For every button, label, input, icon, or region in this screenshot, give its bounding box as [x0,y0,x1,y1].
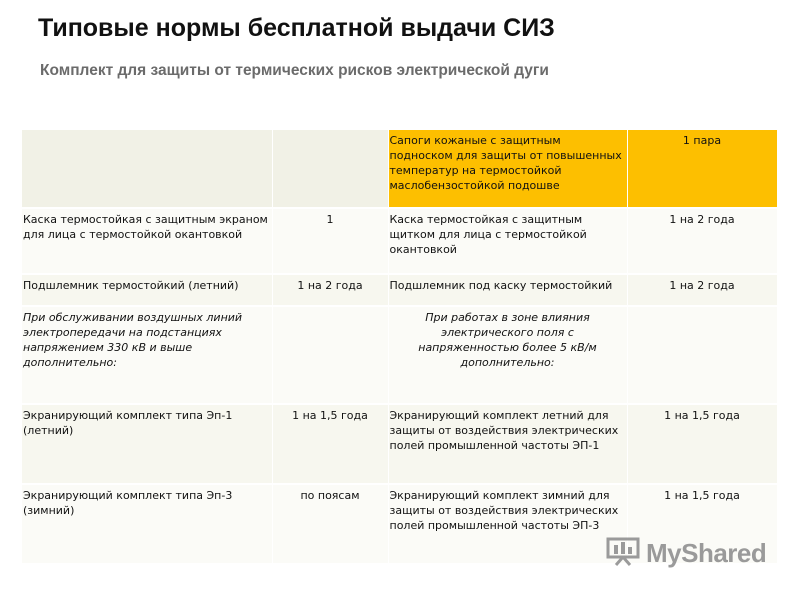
watermark-logo [606,536,766,570]
page-title: Типовые нормы бесплатной выдачи СИЗ [38,14,555,42]
table-cell-norm: 1 на 1,5 года [272,404,388,484]
table-cell-norm-new: 1 на 2 года [627,274,777,306]
table-cell-item-new: Каска термостойкая с защитным щитком для лица с термостойкой окантовкой [388,208,627,274]
norms-table [22,130,778,565]
table-cell-item-new: Экранирующий комплект зимний для защиты от воздействия электрических полей промышленной частоты ЭП-3 [388,484,627,564]
presentation-board-icon [606,536,640,570]
table-cell-norm: 1 [272,208,388,274]
table-row [22,404,777,484]
table-cell-item: Экранирующий комплект типа Эп-3 (зимний) [22,484,272,564]
table-cell-section-note: При обслуживании воздушных линий электропередачи на подстанциях напряжением 330 кВ и выше дополнительно: [22,306,272,404]
table-row [22,306,777,404]
table-cell-item [22,130,272,208]
table-row [22,130,777,208]
table-cell-item: Каска термостойкая с защитным экраном для лица с термостойкой окантовкой [22,208,272,274]
table-cell-norm [272,130,388,208]
table-cell-item-new: Сапоги кожаные с защитным подноском для защиты от повышенных температур на термостойкой маслобензостойкой подошве [388,130,627,208]
table-cell-norm-new: 1 пара [627,130,777,208]
table-cell-item-new: Подшлемник под каску термостойкий [388,274,627,306]
table-cell-norm [272,306,388,404]
table-row [22,274,777,306]
table-row [22,208,777,274]
page-subtitle: Комплект для защиты от термических рисков электрической дуги [40,62,549,79]
table-cell-item: Подшлемник термостойкий (летний) [22,274,272,306]
table-cell-norm: 1 на 2 года [272,274,388,306]
table-cell-norm-new: 1 на 2 года [627,208,777,274]
table-cell-norm-new [627,306,777,404]
table-cell-norm: по поясам [272,484,388,564]
table-cell-item-new: Экранирующий комплект летний для защиты от воздействия электрических полей промышленной частоты ЭП-1 [388,404,627,484]
table-cell-section-note-new: При работах в зоне влияния электрического поля с напряженностью более 5 кВ/м дополнительно: [388,306,627,404]
table-cell-norm-new: 1 на 1,5 года [627,484,777,564]
table-cell-item: Экранирующий комплект типа Эп-1 (летний) [22,404,272,484]
table-cell-norm-new: 1 на 1,5 года [627,404,777,484]
watermark-text: MyShared [646,537,767,568]
